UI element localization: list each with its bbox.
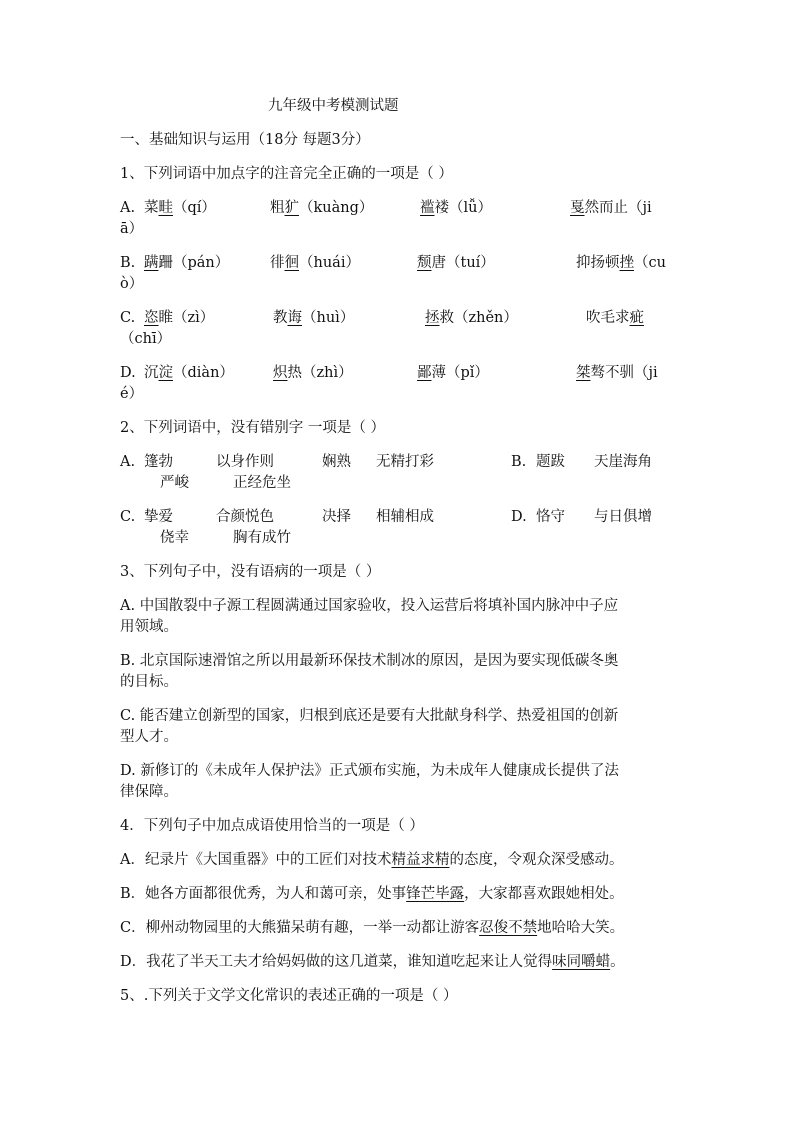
q1-option-c: C. 恣睢（zì） 教诲（huì） 拯救（zhěn） 吹毛求疵: [120, 308, 680, 329]
q4-option-a: A．纪录片《大国重器》中的工匠们对技术精益求精的态度，令观众深受感动。: [120, 852, 624, 868]
q1-option-d: D. 沉淀（diàn） 炽热（zhì） 鄙薄（pǐ） 桀骜不驯（ji: [120, 363, 680, 384]
q1a-word1: 菜畦（qí）: [144, 200, 216, 216]
option-label: A.: [120, 200, 136, 216]
q1b-word4: 抑扬顿挫（cu: [576, 255, 666, 271]
q3-option-d: D. 新修订的《未成年人保护法》正式颁布实施，为未成年人健康成长提供了法: [120, 763, 619, 779]
q1d-word2: 炽热（zhì）: [273, 365, 353, 381]
q1b-word1: 蹒跚（pán）: [144, 255, 230, 271]
q1d-word1: 沉淀（diàn）: [144, 365, 234, 381]
q1b-word2: 徘徊（huái）: [270, 255, 360, 271]
q1a-word3: 褴褛（lǚ）: [420, 200, 492, 216]
q2-stem: 2、下列词语中，没有错别字 一项是（ ）: [120, 420, 385, 436]
q1-option-b: B. 蹒跚（pán） 徘徊（huái） 颓唐（tuí） 抑扬顿挫（cu: [120, 253, 680, 274]
q4-option-d: D．我花了半天工夫才给妈妈做的这几道菜，谁知道吃起来让人觉得味同嚼蜡。: [120, 954, 625, 970]
q1d-word3: 鄙薄（pǐ）: [417, 365, 489, 381]
q1c-word2: 教诲（huì）: [273, 310, 355, 326]
q1a-word4: 戛然而止（ji: [570, 200, 652, 216]
q1d-word4: 桀骜不驯（ji: [576, 365, 658, 381]
q1b-word3: 颓唐（tuí）: [417, 255, 495, 271]
q1-option-a: [120, 198, 680, 219]
q3-option-c: C. 能否建立创新型的国家，归根到底还是要有大批献身科学、热爱祖国的创新: [120, 708, 619, 724]
q4-stem: 4．下列句子中加点成语使用恰当的一项是（ ）: [120, 818, 424, 834]
q3-option-b: B. 北京国际速滑馆之所以用最新环保技术制冰的原因，是因为要实现低碳冬奥: [120, 653, 619, 669]
q1c-word1: 恣睢（zì）: [144, 310, 215, 326]
q1c-word4: 吹毛求疵: [586, 310, 644, 326]
q3-option-b-cont: 的目标。: [120, 674, 178, 690]
section-heading: 一、基础知识与运用（18分 每题3分）: [120, 132, 370, 148]
exam-page: 九年级中考模测试题 一、基础知识与运用（18分 每题3分） 1、下列词语中加点字的注音完全正确的一项是（ ） A. 菜畦（qí） 粗犷（kuàng） 褴褛（lǚ） 戛然而止（ji ā） B. 蹒跚（pán） 徘徊（huái） 颓唐（tuí） 抑扬顿挫（cu ò） C. 恣睢（zì） 教诲（huì） 拯救（zhěn） 吹毛求疵 （chī） D. 沉淀（diàn） 炽热（zhì） 鄙薄（pǐ） 桀骜不驯（ji é） 2、下列词语中，没有错别字 一项是（ ） A. 篷勃 以身作则 娴熟 无精打彩 B. 题跋 天崖海角 严峻 正经危坐 C. 挚爱 合颜悦色 决择 相辅相成 D. 恪守 与日俱增 侥幸 胸有成竹 3、下列句子中，没有语病的一项是（ ） A. 中国散裂中子源工程圆满通过国家验收，投入运营后将填补国内脉冲中子应 用领域。 B. 北京国际速滑馆之所以用最新环保技术制冰的原因，是因为要实现低碳冬奥 的目标。 C. 能否建立创新型的国家，归根到底还是要有大批献身科学、热爱祖国的创新 型人才。 D. 新修订的《未成年人保护法》正式颁布实施，为未成年人健康成长提供了法 律保障。 4．下列句子中加点成语使用恰当的一项是（ ） A．纪录片《大国重器》中的工匠们对技术精益求精的态度，令观众深受感动。 B．她各方面都很优秀，为人和蔼可亲，处事锋芒毕露，大家都喜欢跟她相处。 C．柳州动物园里的大熊猫呆萌有趣，一举一动都让游客忍俊不禁地哈哈大笑。 D．我花了半天工夫才给妈妈做的这几道菜，谁知道吃起来让人觉得味同嚼蜡。 5、.下列关于文学文化常识的表述正确的一项是（ ）: [0, 0, 794, 1123]
q3-option-d-cont: 律保障。: [120, 784, 178, 800]
q1-option-a-cont: ā）: [120, 221, 144, 237]
q1-stem: 1、下列词语中加点字的注音完全正确的一项是（ ）: [120, 166, 453, 182]
q3-option-c-cont: 型人才。: [120, 729, 178, 745]
q4-option-c: C．柳州动物园里的大熊猫呆萌有趣，一举一动都让游客忍俊不禁地哈哈大笑。: [120, 920, 625, 936]
q3-option-a-cont: 用领域。: [120, 619, 178, 635]
q1a-word2: 粗犷（kuàng）: [270, 200, 374, 216]
q4-option-b: B．她各方面都很优秀，为人和蔼可亲，处事锋芒毕露，大家都喜欢跟她相处。: [120, 886, 624, 902]
q5-stem: 5、.下列关于文学文化常识的表述正确的一项是（ ）: [120, 988, 458, 1004]
q1-option-c-cont: （chī）: [120, 331, 172, 347]
q3-option-a: A. 中国散裂中子源工程圆满通过国家验收，投入运营后将填补国内脉冲中子应: [120, 598, 619, 614]
q1-option-d-cont: é）: [120, 386, 144, 402]
q3-stem: 3、下列句子中，没有语病的一项是（ ）: [120, 564, 381, 580]
q1c-word3: 拯救（zhěn）: [425, 310, 518, 326]
q1-option-b-cont: ò）: [120, 276, 144, 292]
page-title: 九年级中考模测试题: [268, 98, 399, 114]
